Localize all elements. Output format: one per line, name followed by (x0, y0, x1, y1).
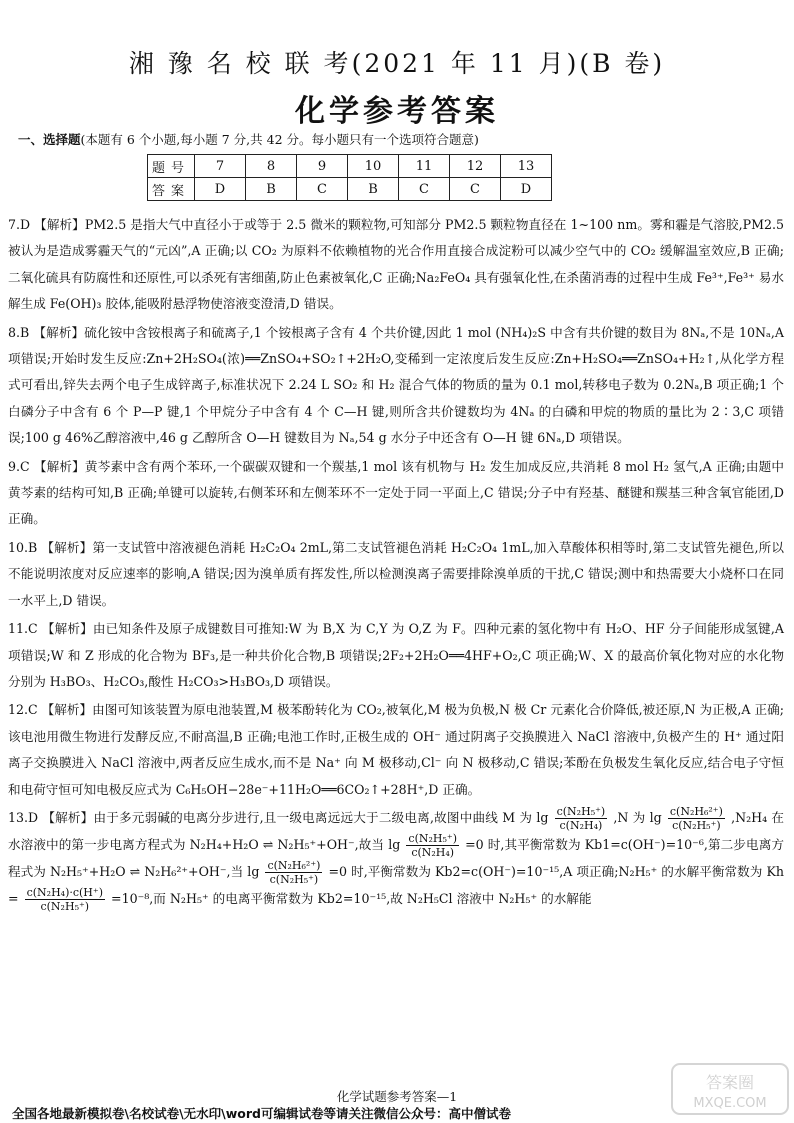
q13-text: ,N 为 lg (613, 809, 662, 825)
question-number: 11 (399, 155, 450, 178)
fraction (555, 805, 608, 832)
fraction (406, 832, 459, 859)
fraction-den: c(N₂H₅⁺) (40, 899, 90, 913)
fraction (668, 805, 725, 832)
question-number: 13 (501, 155, 552, 178)
fraction-den: c(N₂H₄) (411, 845, 455, 859)
answer-cell: B (246, 178, 297, 201)
question-number: 8 (246, 155, 297, 178)
page-title: 化学参考答案 (295, 94, 499, 129)
q13-text: =0 时,其平衡常数为 Kb1=c(OH⁻)=10⁻⁶,第二步电离方程式为 N₂H₅⁺+H₂O ⇌ N₂H₆²⁺+OH⁻,当 lg (8, 836, 784, 879)
question-number: 7 (195, 155, 246, 178)
q13-text: =0 时,平衡常数为 Kb2=c(OH⁻)=10⁻¹⁵,A 项正确;N₂H₅⁺ 的水解平衡常数为 Kh = (8, 863, 784, 906)
explanation-q7: 7.D 【解析】PM2.5 是指大气中直径小于或等于 2.5 微米的颗粒物,可知部分 PM2.5 颗粒物直径在 1~100 nm。雾和霾是气溶胶,PM2.5 被认为是造成雾霾天气的“元凶”,A 正确;以 CO₂ 为原料不依赖植物的光合作用直接合成淀粉可以减少空气中的 CO₂ 缓解温室效应,B 正确;二氧化硫具有防腐性和还原性,可以杀死有害细菌,防止色素被氧化,C 正确;Na₂FeO₄ 具有强氧化性,在杀菌消毒的过程中生成 Fe³⁺,Fe³⁺ 易水解生成 Fe(OH)₃ 胶体,能吸附悬浮物使溶液变澄清,D 错误。 (8, 217, 784, 312)
section-note: (本题有 6 个小题,每小题 7 分,共 42 分。每小题只有一个选项符合题意) (80, 132, 479, 147)
answer-table (147, 154, 552, 201)
fraction-den: c(N₂H₅⁺) (269, 872, 319, 886)
explanation-q12: 12.C 【解析】由图可知该装置为原电池装置,M 极苯酚转化为 CO₂,被氧化,M 极为负极,N 极 Cr 元素化合价降低,被还原,N 为正极,A 正确;该电池用微生物进行发酵反应,不耐高温,B 正确;电池工作时,正极生成的 OH⁻ 通过阴离子交换膜进入 NaCl 溶液中,负极产生的 H⁺ 通过阳离子交换膜进入 NaCl 溶液中,两者反应生成水,而不是 Na⁺ 向 M 极移动,Cl⁻ 向 N 极移动,C 错误;苯酚在负极发生氧化反应,结合电子守恒和电荷守恒可知电极反应式为 C₆H₅OH−28e⁻+11H₂O══6CO₂↑+28H⁺,D 正确。 (8, 702, 784, 797)
q13-text: ,N₂H₄ 在水溶液中的第一步电离方程式为 N₂H₄+H₂O ⇌ N₂H₅⁺+OH⁻,故当 lg (8, 809, 784, 852)
explanation-q13 (8, 805, 784, 913)
fraction (25, 886, 105, 913)
explanation-q8: 8.B 【解析】硫化铵中含铵根离子和硫离子,1 个铵根离子含有 4 个共价键,因此 1 mol (NH₄)₂S 中含有共价键的数目为 8Nₐ,不是 10Nₐ,A 项错误;开始时发生反应:Zn+2H₂SO₄(浓)══ZnSO₄+SO₂↑+2H₂O,变稀到一定浓度后发生反应:Zn+H₂SO₄══ZnSO₄+H₂↑,从化学方程式可看出,锌失去两个电子生成锌离子,标准状况下 2.24 L SO₂ 和 H₂ 混合气体的物质的量为 0.1 mol,转移电子数为 0.2Nₐ,B 项正确;1 个白磷分子中含有 6 个 P—P 键,1 个甲烷分子中含有 4 个 C—H 键,则所含共价键数均为 4Nₐ 的白磷和甲烷的物质的量比为 2∶3,C 项错误;100 g 46%乙醇溶液中,46 g 乙醇所含 O—H 键数目为 Nₐ,54 g 水分子中还含有 O—H 键 6Nₐ,D 项错误。 (8, 324, 784, 446)
section-label: 一、选择题 (18, 132, 81, 147)
answer-cell: D (195, 178, 246, 201)
q13-text: =10⁻⁸,而 N₂H₅⁺ 的电离平衡常数为 Kb2=10⁻¹⁵,故 N₂H₅Cl 溶液中 N₂H₅⁺ 的水解能 (111, 890, 592, 906)
fraction-num: c(N₂H₆²⁺) (267, 858, 321, 872)
question-number: 12 (450, 155, 501, 178)
answer-cell: C (297, 178, 348, 201)
q13-text: 13.D 【解析】由于多元弱碱的电离分步进行,且一级电离远远大于二级电离,故图中曲线 M 为 lg (8, 809, 549, 825)
page-footer: 化学试题参考答案—1 (336, 1089, 458, 1104)
answer-cell: D (501, 178, 552, 201)
svg-text:MXQE.COM: MXQE.COM (693, 1096, 767, 1111)
explanation-q9: 9.C 【解析】黄芩素中含有两个苯环,一个碳碳双键和一个羰基,1 mol 该有机物与 H₂ 发生加成反应,共消耗 8 mol H₂ 氢气,A 正确;由题中黄芩素的结构可知,B 正确;单键可以旋转,右侧苯环和左侧苯环不一定处于同一平面上,C 错误;分子中有羟基、醚键和羰基三种含氧官能团,D 正确。 (8, 458, 784, 527)
row-label: 答案 (148, 178, 195, 201)
row-label: 题号 (148, 155, 195, 178)
explanation-q10: 10.B 【解析】第一支试管中溶液褪色消耗 H₂C₂O₄ 2mL,第二支试管褪色消耗 H₂C₂O₄ 1mL,加入草酸体积相等时,第二支试管先褪色,所以不能说明浓度对反应速率的影响,A 错误;因为溴单质有挥发性,所以检测溴离子需要排除溴单质的干扰,C 错误;测中和热需要大小烧杯口在同一水平上,D 错误。 (8, 539, 784, 608)
fraction-den: c(N₂H₅⁺) (672, 818, 721, 832)
table-row (148, 155, 552, 178)
question-number: 10 (348, 155, 399, 178)
answer-cell: B (348, 178, 399, 201)
section-heading (18, 130, 479, 148)
question-number: 9 (297, 155, 348, 178)
table-row (148, 178, 552, 201)
explanation-q11: 11.C 【解析】由已知条件及原子成键数目可推知:W 为 B,X 为 C,Y 为 O,Z 为 F。四种元素的氢化物中有 H₂O、HF 分子间能形成氢键,A 项错误;W 和 Z 形成的化合物为 BF₃,是一种共价化合物,B 项错误;2F₂+2H₂O══4HF+O₂,C 项正确;W、X 的最高价氧化物对应的水化物分别为 H₃BO₃、H₂CO₃,酸性 H₂CO₃>H₃BO₃,D 项错误。 (8, 621, 784, 689)
exam-title: 湘 豫 名 校 联 考(2021 年 11 月)(B 卷) (128, 49, 666, 78)
fraction-num: c(N₂H₅⁺) (556, 804, 606, 818)
explanations (8, 212, 784, 913)
answer-cell: C (450, 178, 501, 201)
fraction-num: c(N₂H₆²⁺) (669, 804, 723, 818)
fraction-den: c(N₂H₄) (559, 818, 603, 832)
svg-text:答案圈: 答案圈 (705, 1073, 755, 1092)
fraction (265, 859, 322, 886)
fraction-num: c(N₂H₅⁺) (408, 831, 457, 845)
answer-cell: C (399, 178, 450, 201)
fraction-num: c(N₂H₄)·c(H⁺) (26, 885, 103, 899)
promo-line: 全国各地最新模拟卷\名校试卷\无水印\word可编辑试卷等请关注微信公众号：高中僧试卷 (12, 1106, 511, 1121)
